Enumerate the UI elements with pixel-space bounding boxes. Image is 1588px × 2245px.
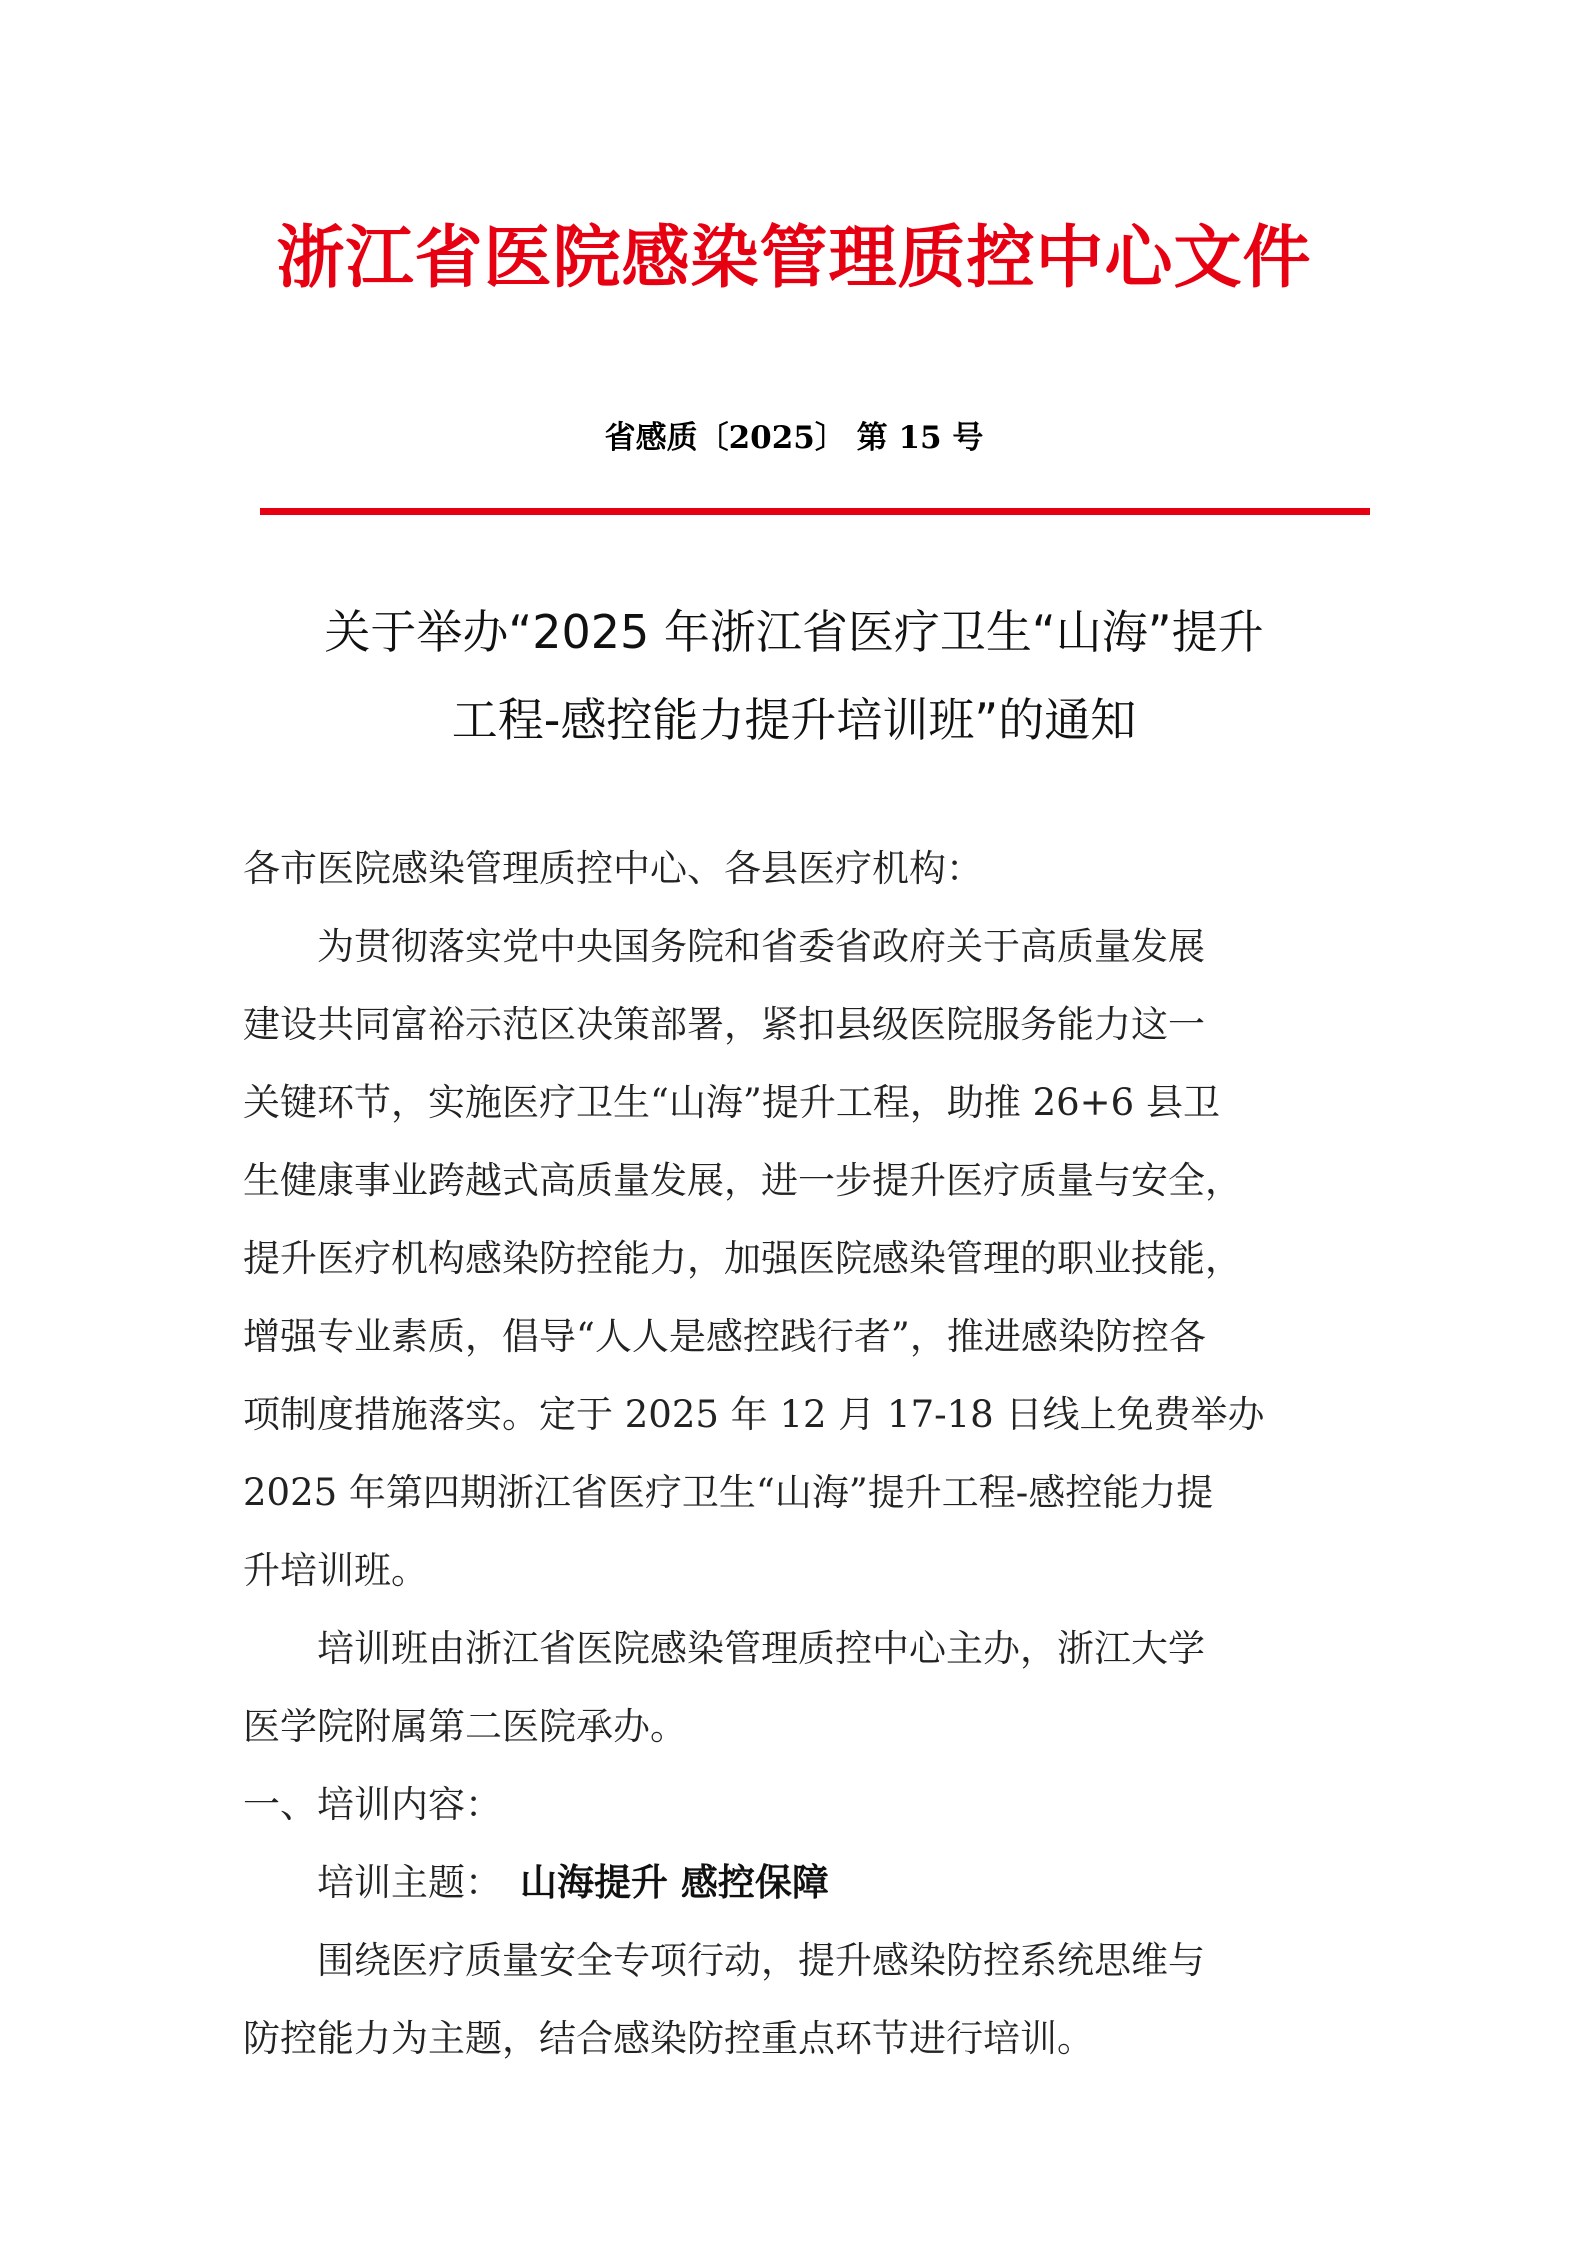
paragraph-line: 项制度措施落实。定于 2025 年 12 月 17-18 日线上免费举办 (243, 1393, 1265, 1436)
paragraph-line: 增强专业素质，倡导“人人是感控践行者”，推进感染防控各 (243, 1315, 1206, 1358)
notice-title-line-2: 工程-感控能力提升培训班”的通知 (451, 693, 1137, 747)
paragraph-line: 生健康事业跨越式高质量发展，进一步提升医疗质量与安全， (243, 1159, 1242, 1202)
notice-body (243, 830, 1353, 2078)
paragraph-line: 培训班由浙江省医院感染管理质控中心主办，浙江大学 (317, 1627, 1205, 1670)
paragraph-purpose (243, 908, 1353, 1610)
notice-title (200, 588, 1388, 764)
section-heading-training-content: 一、培训内容： (243, 1783, 502, 1826)
paragraph-line: 建设共同富裕示范区决策部署，紧扣县级医院服务能力这一 (243, 1003, 1205, 1046)
issuer-masthead: 浙江省医院感染管理质控中心文件 (276, 218, 1312, 298)
paragraph-line: 升培训班。 (243, 1549, 428, 1592)
paragraph-line: 为贯彻落实党中央国务院和省委省政府关于高质量发展 (317, 925, 1205, 968)
paragraph-line: 提升医疗机构感染防控能力，加强医院感染管理的职业技能， (243, 1237, 1242, 1280)
paragraph-organizers (243, 1610, 1353, 1766)
paragraph-line: 关键环节，实施医疗卫生“山海”提升工程，助推 26+6 县卫 (243, 1081, 1220, 1124)
notice-title-line-1: 关于举办“2025 年浙江省医疗卫生“山海”提升 (324, 605, 1264, 659)
red-divider-rule (260, 508, 1370, 515)
paragraph-line: 防控能力为主题，结合感染防控重点环节进行培训。 (243, 2017, 1094, 2060)
document-number: 省感质〔2025〕 第 15 号 (604, 420, 984, 456)
training-theme-value: 山海提升 感控保障 (520, 1861, 829, 1904)
salutation: 各市医院感染管理质控中心、各县医疗机构： (243, 847, 983, 890)
training-theme-label: 培训主题： (317, 1861, 502, 1904)
paragraph-training-scope (243, 1922, 1353, 2078)
paragraph-line: 医学院附属第二医院承办。 (243, 1705, 687, 1748)
training-theme (243, 1844, 1353, 1922)
paragraph-line: 围绕医疗质量安全专项行动，提升感染防控系统思维与 (317, 1939, 1205, 1982)
paragraph-line: 2025 年第四期浙江省医疗卫生“山海”提升工程-感控能力提 (243, 1471, 1214, 1514)
